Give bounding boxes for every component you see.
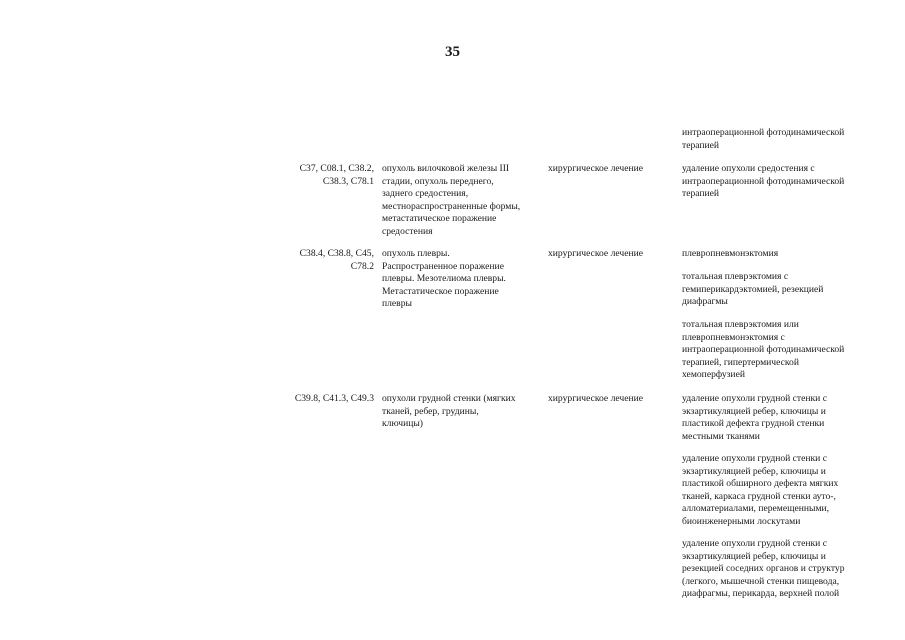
text-line: хирургическое лечение bbox=[548, 393, 644, 404]
text-line: экзартикуляцией ребер, ключицы и bbox=[682, 550, 826, 562]
text-line: алломатериалами, перемещенными, bbox=[682, 503, 830, 515]
diagnosis-cell bbox=[382, 163, 542, 239]
text-line: терапией bbox=[682, 188, 720, 200]
treatment-cell bbox=[548, 393, 676, 406]
text-line: терапией bbox=[682, 139, 720, 151]
text-line: хемоперфузией bbox=[682, 369, 745, 381]
text-line: ключицы) bbox=[382, 418, 423, 430]
method-block bbox=[682, 271, 894, 309]
text-line: хирургическое лечение bbox=[548, 248, 644, 259]
text-line: метастатическое поражение bbox=[382, 213, 497, 225]
text-line: тотальная плеврэктомия или bbox=[682, 319, 799, 330]
page-number: 35 bbox=[445, 44, 460, 60]
icd-codes-cell bbox=[278, 248, 374, 273]
method-block bbox=[682, 248, 894, 261]
icd-codes-cell bbox=[278, 163, 374, 188]
text-line: (легкого, мышечной стенки пищевода, bbox=[682, 575, 840, 587]
text-line: хирургическое лечение bbox=[548, 163, 644, 174]
method-block bbox=[682, 163, 894, 201]
text-line: средостения bbox=[382, 225, 433, 237]
code-line: C39.8, C41.3, C49.3 bbox=[294, 393, 374, 404]
continuation-text bbox=[682, 127, 894, 152]
text-line: тотальная плеврэктомия с bbox=[682, 271, 789, 282]
text-line: интраоперационной фотодинамической bbox=[682, 344, 845, 356]
text-line: плевры. Мезотелиома плевры. bbox=[382, 273, 506, 285]
text-line: стадии, опухоль переднего, bbox=[382, 175, 494, 187]
code-line: C38.3, C78.1 bbox=[322, 175, 374, 187]
text-line: опухоли грудной стенки (мягких bbox=[382, 393, 516, 404]
text-line: экзартикуляцией ребер, ключицы и bbox=[682, 405, 826, 417]
text-line: диафрагмы bbox=[682, 296, 728, 308]
text-line: опухоль плевры. bbox=[382, 248, 450, 259]
text-line: пластикой обширного дефекта мягких bbox=[682, 478, 839, 490]
text-line: терапией, гипертермической bbox=[682, 356, 799, 368]
text-line: экзартикуляцией ребер, ключицы и bbox=[682, 465, 826, 477]
method-block bbox=[682, 453, 894, 529]
method-block bbox=[682, 393, 894, 443]
text-line: гемиперикардэктомией, резекцией bbox=[682, 283, 824, 295]
text-line: Метастатическое поражение bbox=[382, 285, 499, 297]
text-line: диафрагмы, перикарда, верхней полой bbox=[682, 588, 840, 600]
text-line: местными тканями bbox=[682, 430, 760, 442]
icd-codes-cell bbox=[278, 393, 374, 406]
text-line: биоинженерными лоскутами bbox=[682, 515, 801, 527]
text-line: опухоль вилочковой железы III bbox=[382, 163, 510, 174]
diagnosis-cell bbox=[382, 248, 542, 311]
text-line: резекцией соседних органов и структур bbox=[682, 563, 845, 575]
text-line: удаление опухоли грудной стенки с bbox=[682, 393, 827, 404]
text-line: местнораспространенные формы, bbox=[382, 200, 521, 212]
treatment-cell bbox=[548, 163, 676, 176]
text-line: плевры bbox=[382, 298, 412, 310]
method-block bbox=[682, 538, 894, 601]
code-line: C38.4, C38.8, C45, bbox=[299, 248, 374, 259]
text-line: удаление опухоли грудной стенки с bbox=[682, 538, 827, 549]
diagnosis-cell bbox=[382, 393, 542, 431]
text-line: удаление опухоли грудной стенки с bbox=[682, 453, 827, 464]
text-line: удаление опухоли средостения с bbox=[682, 163, 815, 174]
text-line: плевропневмонэктомия bbox=[682, 248, 779, 259]
method-block bbox=[682, 319, 894, 382]
code-line: C78.2 bbox=[350, 260, 374, 272]
text-line: пластикой дефекта грудной стенки bbox=[682, 418, 825, 430]
text-line: интраоперационной фотодинамической bbox=[682, 127, 845, 138]
treatment-cell bbox=[548, 248, 676, 261]
code-line: C37, C08.1, C38.2, bbox=[299, 163, 374, 174]
text-line: заднего средостения, bbox=[382, 188, 469, 200]
text-line: тканей, каркаса грудной стенки ауто-, bbox=[682, 490, 836, 502]
text-line: Распространенное поражение bbox=[382, 260, 504, 272]
text-line: тканей, ребер, грудины, bbox=[382, 405, 479, 417]
text-line: интраоперационной фотодинамической bbox=[682, 175, 845, 187]
text-line: плевропневмонэктомия с bbox=[682, 331, 785, 343]
